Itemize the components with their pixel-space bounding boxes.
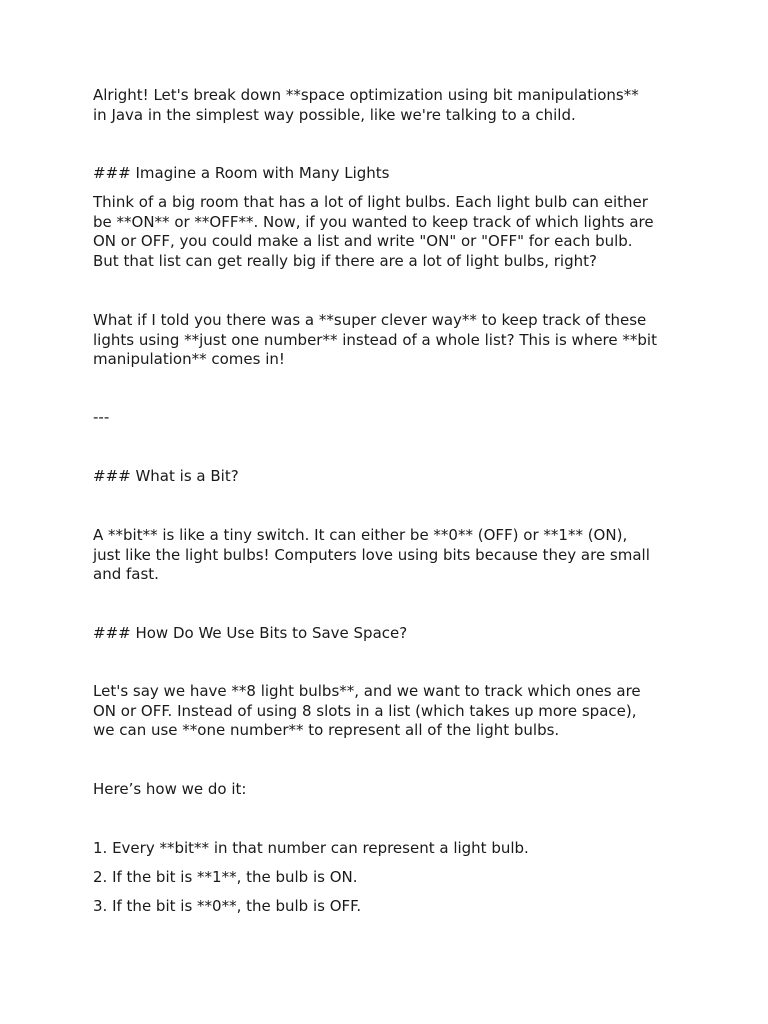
clever-paragraph [93,311,693,370]
room-line-1: Think of a big room that has a lot of light bulbs. Each light bulb can either [93,193,648,211]
clever-line-1: What if I told you there was a **super clever way** to keep track of these [93,311,647,329]
room-line-4: But that list can get really big if there are a lot of light bulbs, right? [93,251,597,270]
bit-line-3: and fast. [93,565,159,583]
bit-line-2: just like the light bulbs! Computers love using bits because they are small [93,545,650,564]
clever-line-3: manipulation** comes in! [93,350,285,368]
heading-bit: ### What is a Bit? [93,467,239,485]
clever-line-2: lights using **just one number** instead of a whole list? This is where **bit [93,330,657,349]
save-paragraph [93,682,693,741]
save-line-3: we can use **one number** to represent all of the light bulbs. [93,721,560,739]
bit-paragraph [93,526,693,585]
intro-line-2: in Java in the simplest way possible, like we're talking to a child. [93,105,576,124]
step-3: 3. If the bit is **0**, the bulb is OFF. [93,897,362,915]
room-paragraph [93,193,693,271]
save-line-1: Let's say we have **8 light bulbs**, and we want to track which ones are [93,682,641,700]
bit-line-1: A **bit** is like a tiny switch. It can either be **0** (OFF) or **1** (ON), [93,526,628,544]
heading-room: ### Imagine a Room with Many Lights [93,164,390,182]
save-line-2: ON or OFF. Instead of using 8 slots in a list (which takes up more space), [93,701,637,720]
howto-text: Here’s how we do it: [93,780,247,798]
room-line-2: be **ON** or **OFF**. Now, if you wanted to keep track of which lights are [93,212,654,231]
intro-line-1: Alright! Let's break down **space optimization using bit manipulations** [93,86,639,104]
heading-save: ### How Do We Use Bits to Save Space? [93,624,408,642]
step-1: 1. Every **bit** in that number can represent a light bulb. [93,839,529,857]
intro-paragraph [93,86,693,125]
divider-text: --- [93,408,110,426]
room-line-3: ON or OFF, you could make a list and write "ON" or "OFF" for each bulb. [93,232,633,250]
step-2: 2. If the bit is **1**, the bulb is ON. [93,868,358,886]
